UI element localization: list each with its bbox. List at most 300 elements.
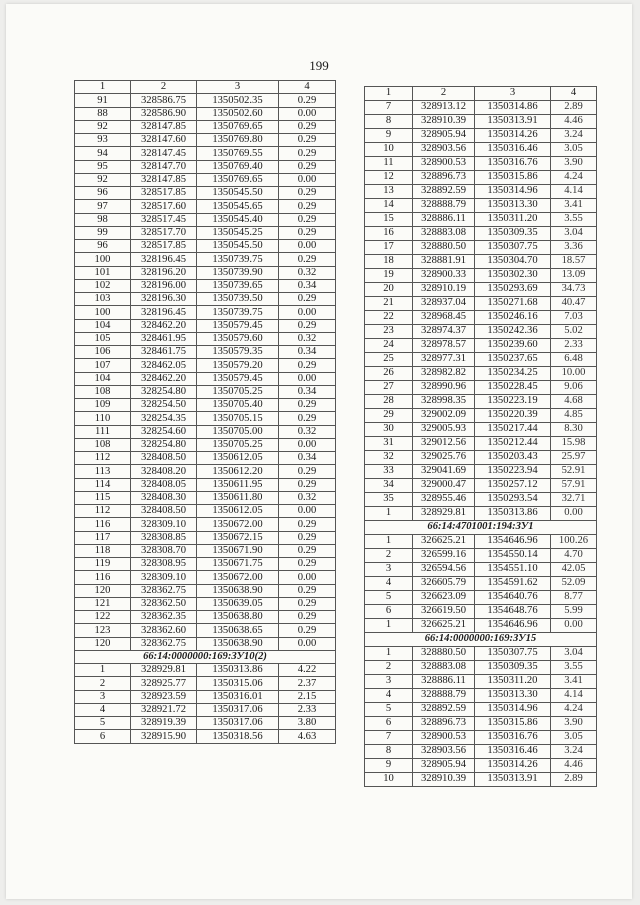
table-cell: 326605.79: [413, 577, 475, 591]
table-cell: 3.24: [551, 745, 597, 759]
table-row: [75, 319, 336, 332]
table-cell: 1350234.25: [475, 367, 551, 381]
table-row: [365, 101, 597, 115]
table-row: [75, 518, 336, 531]
table-cell: 93: [75, 134, 131, 147]
parcel-section-heading: [365, 521, 597, 535]
table-cell: 0.32: [279, 332, 336, 345]
table-cell: 328408.50: [131, 505, 197, 518]
table-cell: 328308.70: [131, 544, 197, 557]
table-cell: 1350769.40: [197, 160, 279, 173]
table-cell: 3.04: [551, 647, 597, 661]
table-cell: 328362.75: [131, 584, 197, 597]
table-cell: 1350579.60: [197, 332, 279, 345]
table-cell: 326625.21: [413, 619, 475, 633]
table-cell: 1350612.20: [197, 465, 279, 478]
table-row: [365, 367, 597, 381]
table-cell: 14: [365, 199, 413, 213]
table-cell: 1350239.60: [475, 339, 551, 353]
table-cell: 0.00: [551, 619, 597, 633]
table-row: [365, 353, 597, 367]
table-row: [365, 563, 597, 577]
table-cell: 328308.85: [131, 531, 197, 544]
table-cell: 29: [365, 409, 413, 423]
table-row: [75, 531, 336, 544]
table-cell: 3.05: [551, 143, 597, 157]
table-row: [365, 311, 597, 325]
table-cell: 5.99: [551, 605, 597, 619]
table-cell: 1350314.26: [475, 129, 551, 143]
table-row: [365, 129, 597, 143]
table-cell: 328883.08: [413, 661, 475, 675]
table-cell: 328147.85: [131, 120, 197, 133]
table-cell: 25: [365, 353, 413, 367]
table-cell: 1350220.39: [475, 409, 551, 423]
table-cell: 3.04: [551, 227, 597, 241]
table-cell: 34.73: [551, 283, 597, 297]
table-cell: 1350314.96: [475, 703, 551, 717]
table-cell: 4.22: [279, 664, 336, 677]
table-cell: 1354640.76: [475, 591, 551, 605]
table-row: [365, 115, 597, 129]
table-cell: 0.29: [279, 253, 336, 266]
table-cell: 328982.82: [413, 367, 475, 381]
table-cell: 1350316.01: [197, 690, 279, 703]
table-row: [365, 465, 597, 479]
table-cell: 10.00: [551, 367, 597, 381]
table-cell: 57.91: [551, 479, 597, 493]
table-cell: 326623.09: [413, 591, 475, 605]
table-cell: 1350612.05: [197, 452, 279, 465]
table-cell: 32: [365, 451, 413, 465]
table-row: [75, 491, 336, 504]
table-cell: 32.71: [551, 493, 597, 507]
table-cell: 1350314.96: [475, 185, 551, 199]
table-cell: 1350611.80: [197, 491, 279, 504]
table-cell: 6: [365, 605, 413, 619]
table-row: [75, 160, 336, 173]
table-row: [365, 213, 597, 227]
table-row: [75, 173, 336, 186]
table-cell: 1350313.86: [475, 507, 551, 521]
table-cell: 88: [75, 107, 131, 120]
table-cell: 1350314.26: [475, 759, 551, 773]
table-cell: 1350705.25: [197, 385, 279, 398]
table-row: [365, 773, 597, 787]
table-cell: 328196.00: [131, 279, 197, 292]
table-cell: 103: [75, 293, 131, 306]
table-row: [75, 107, 336, 120]
table-cell: 115: [75, 491, 131, 504]
table-row: [75, 664, 336, 677]
table-cell: 6: [365, 717, 413, 731]
table-body: [75, 81, 336, 744]
table-row: [75, 332, 336, 345]
table-cell: 0.29: [279, 544, 336, 557]
table-row: [75, 438, 336, 451]
table-cell: 328196.20: [131, 266, 197, 279]
table-row: [365, 381, 597, 395]
table-cell: 31: [365, 437, 413, 451]
table-cell: 4.46: [551, 115, 597, 129]
table-cell: 4: [75, 703, 131, 716]
table-row: [75, 306, 336, 319]
table-row: [75, 279, 336, 292]
coordinates-table-left: [74, 80, 336, 744]
table-cell: 1: [365, 647, 413, 661]
table-cell: 328974.37: [413, 325, 475, 339]
table-cell: 106: [75, 346, 131, 359]
table-cell: 1350579.45: [197, 319, 279, 332]
table-cell: 1350212.44: [475, 437, 551, 451]
table-cell: 20: [365, 283, 413, 297]
table-cell: 328408.50: [131, 452, 197, 465]
table-cell: 7: [365, 101, 413, 115]
table-cell: 1350769.65: [197, 173, 279, 186]
table-cell: 328923.59: [131, 690, 197, 703]
table-cell: 326625.21: [413, 535, 475, 549]
table-cell: 1350545.50: [197, 240, 279, 253]
table-cell: 5: [365, 591, 413, 605]
table-row: [365, 689, 597, 703]
table-cell: 1: [365, 535, 413, 549]
table-cell: 0.29: [279, 611, 336, 624]
table-cell: 1350502.35: [197, 94, 279, 107]
table-cell: 1350672.15: [197, 531, 279, 544]
table-cell: 104: [75, 372, 131, 385]
table-row: [365, 269, 597, 283]
table-cell: 102: [75, 279, 131, 292]
table-cell: 4.70: [551, 549, 597, 563]
table-cell: 33: [365, 465, 413, 479]
table-cell: 2.89: [551, 773, 597, 787]
table-cell: 108: [75, 385, 131, 398]
table-row: [75, 293, 336, 306]
table-cell: 120: [75, 637, 131, 650]
table-cell: 328888.79: [413, 199, 475, 213]
table-cell: 329005.93: [413, 423, 475, 437]
table-cell: 122: [75, 611, 131, 624]
table-cell: 1350638.80: [197, 611, 279, 624]
table-row: [365, 325, 597, 339]
table-row: [75, 730, 336, 743]
table-cell: 328517.85: [131, 240, 197, 253]
table-cell: 4.14: [551, 185, 597, 199]
table-cell: 328254.80: [131, 438, 197, 451]
table-row: [365, 591, 597, 605]
table-cell: 328461.95: [131, 332, 197, 345]
table-cell: 1350313.91: [475, 115, 551, 129]
table-row: [365, 535, 597, 549]
table-cell: 1350638.90: [197, 637, 279, 650]
table-cell: 1350769.65: [197, 120, 279, 133]
table-cell: 121: [75, 597, 131, 610]
table-cell: 1350705.00: [197, 425, 279, 438]
table-cell: 9: [365, 759, 413, 773]
table-cell: 0.29: [279, 120, 336, 133]
table-cell: 9: [365, 129, 413, 143]
table-row: [365, 199, 597, 213]
table-row: [365, 647, 597, 661]
table-cell: 96: [75, 240, 131, 253]
table-cell: 328462.05: [131, 359, 197, 372]
table-cell: 0.32: [279, 491, 336, 504]
table-row: [365, 171, 597, 185]
table-cell: 328147.85: [131, 173, 197, 186]
table-cell: 100: [75, 253, 131, 266]
table-cell: 1350203.43: [475, 451, 551, 465]
table-cell: 328905.94: [413, 129, 475, 143]
table-cell: 0.00: [279, 107, 336, 120]
table-cell: 328900.33: [413, 269, 475, 283]
column-header: 2: [413, 87, 475, 101]
table-cell: 97: [75, 200, 131, 213]
table-cell: 328977.31: [413, 353, 475, 367]
table-cell: 0.00: [279, 505, 336, 518]
table-cell: 1350311.20: [475, 213, 551, 227]
table-cell: 92: [75, 173, 131, 186]
table-cell: 1350315.86: [475, 717, 551, 731]
table-cell: 328408.05: [131, 478, 197, 491]
table-cell: 0.00: [551, 507, 597, 521]
table-cell: 328309.10: [131, 571, 197, 584]
table-row: [75, 505, 336, 518]
coordinates-table-right: [364, 86, 597, 787]
document-page: [6, 4, 632, 899]
table-cell: 0.29: [279, 478, 336, 491]
table-cell: 4.24: [551, 171, 597, 185]
table-cell: 4: [365, 577, 413, 591]
table-row: [75, 266, 336, 279]
table-cell: 1350638.65: [197, 624, 279, 637]
table-cell: 3.90: [551, 157, 597, 171]
table-cell: 24: [365, 339, 413, 353]
table-cell: 101: [75, 266, 131, 279]
table-cell: 0.00: [279, 372, 336, 385]
table-row: [365, 451, 597, 465]
table-cell: 328896.73: [413, 717, 475, 731]
table-cell: 11: [365, 157, 413, 171]
table-row: [75, 200, 336, 213]
table-row: [75, 597, 336, 610]
table-cell: 8.77: [551, 591, 597, 605]
table-cell: 1350545.40: [197, 213, 279, 226]
table-row: [75, 213, 336, 226]
table-cell: 0.29: [279, 319, 336, 332]
table-cell: 328362.60: [131, 624, 197, 637]
table-cell: 328517.60: [131, 200, 197, 213]
table-cell: 7: [365, 731, 413, 745]
table-cell: 328886.11: [413, 213, 475, 227]
table-cell: 22: [365, 311, 413, 325]
table-cell: 1354591.62: [475, 577, 551, 591]
table-cell: 3.55: [551, 213, 597, 227]
table-cell: 1350317.06: [197, 703, 279, 716]
table-cell: 1350672.00: [197, 518, 279, 531]
table-cell: 35: [365, 493, 413, 507]
table-cell: 1350316.76: [475, 157, 551, 171]
column-header: 2: [131, 81, 197, 94]
table-cell: 100: [75, 306, 131, 319]
table-cell: 16: [365, 227, 413, 241]
table-cell: 26: [365, 367, 413, 381]
table-cell: 4.85: [551, 409, 597, 423]
table-cell: 1350769.55: [197, 147, 279, 160]
table-cell: 328929.81: [413, 507, 475, 521]
table-cell: 328362.35: [131, 611, 197, 624]
column-header: 3: [475, 87, 551, 101]
table-cell: 329012.56: [413, 437, 475, 451]
table-cell: 326599.16: [413, 549, 475, 563]
table-cell: 8: [365, 115, 413, 129]
table-cell: 1350545.65: [197, 200, 279, 213]
table-cell: 0.29: [279, 359, 336, 372]
table-cell: 1350705.15: [197, 412, 279, 425]
table-cell: 328517.70: [131, 226, 197, 239]
table-cell: 0.29: [279, 213, 336, 226]
table-cell: 1354646.96: [475, 619, 551, 633]
table-cell: 328586.75: [131, 94, 197, 107]
table-cell: 1350315.86: [475, 171, 551, 185]
table-row: [365, 745, 597, 759]
table-cell: 2.33: [551, 339, 597, 353]
table-row: [365, 227, 597, 241]
table-row: [75, 558, 336, 571]
table-cell: 0.29: [279, 226, 336, 239]
table-row: [75, 94, 336, 107]
table-cell: 3.80: [279, 717, 336, 730]
table-cell: 1350223.94: [475, 465, 551, 479]
table-cell: 328892.59: [413, 703, 475, 717]
table-cell: 25.97: [551, 451, 597, 465]
table-cell: 0.29: [279, 94, 336, 107]
table-header-row: [75, 81, 336, 94]
table-cell: 5: [75, 717, 131, 730]
table-row: [365, 661, 597, 675]
table-cell: 328978.57: [413, 339, 475, 353]
table-cell: 52.09: [551, 577, 597, 591]
table-cell: 0.34: [279, 385, 336, 398]
table-row: [365, 437, 597, 451]
table-cell: 105: [75, 332, 131, 345]
table-cell: 7.03: [551, 311, 597, 325]
table-cell: 18: [365, 255, 413, 269]
table-cell: 108: [75, 438, 131, 451]
table-cell: 0.29: [279, 412, 336, 425]
table-cell: 3.05: [551, 731, 597, 745]
table-cell: 328903.56: [413, 143, 475, 157]
table-cell: 1350271.68: [475, 297, 551, 311]
table-row: [75, 412, 336, 425]
table-cell: 1: [75, 664, 131, 677]
table-cell: 0.29: [279, 187, 336, 200]
table-cell: 10: [365, 143, 413, 157]
table-cell: 117: [75, 531, 131, 544]
table-row: [75, 359, 336, 372]
table-cell: 1350293.54: [475, 493, 551, 507]
table-cell: 328929.81: [131, 664, 197, 677]
table-row: [365, 493, 597, 507]
table-cell: 27: [365, 381, 413, 395]
table-cell: 1350309.35: [475, 227, 551, 241]
table-cell: 326594.56: [413, 563, 475, 577]
table-cell: 2: [365, 549, 413, 563]
table-row: [365, 255, 597, 269]
table-row: [75, 571, 336, 584]
table-cell: 94: [75, 147, 131, 160]
table-row: [75, 677, 336, 690]
table-cell: 17: [365, 241, 413, 255]
table-cell: 1350638.90: [197, 584, 279, 597]
table-cell: 328900.53: [413, 157, 475, 171]
table-cell: 1350307.75: [475, 241, 551, 255]
table-row: [365, 605, 597, 619]
table-row: [75, 690, 336, 703]
table-cell: 114: [75, 478, 131, 491]
table-cell: 1350639.05: [197, 597, 279, 610]
table-row: [365, 241, 597, 255]
table-row: [365, 703, 597, 717]
table-cell: 109: [75, 399, 131, 412]
table-cell: 110: [75, 412, 131, 425]
section-label: 66:14:0000000:169:ЗУ15: [365, 633, 597, 647]
table-cell: 0.29: [279, 624, 336, 637]
table-row: [75, 624, 336, 637]
column-header: 1: [75, 81, 131, 94]
table-cell: 3: [365, 563, 413, 577]
table-cell: 0.00: [279, 571, 336, 584]
table-cell: 2.15: [279, 690, 336, 703]
table-cell: 99: [75, 226, 131, 239]
table-cell: 1350257.12: [475, 479, 551, 493]
table-cell: 0.29: [279, 597, 336, 610]
table-cell: 1350739.75: [197, 306, 279, 319]
table-cell: 1350223.19: [475, 395, 551, 409]
table-row: [365, 409, 597, 423]
table-cell: 328147.60: [131, 134, 197, 147]
table-cell: 10: [365, 773, 413, 787]
table-cell: 328362.75: [131, 637, 197, 650]
table-cell: 328910.19: [413, 283, 475, 297]
table-cell: 3: [365, 675, 413, 689]
table-cell: 328196.45: [131, 306, 197, 319]
table-cell: 328900.53: [413, 731, 475, 745]
table-row: [75, 544, 336, 557]
table-cell: 6: [75, 730, 131, 743]
table-cell: 8.30: [551, 423, 597, 437]
table-row: [365, 717, 597, 731]
table-cell: 329000.47: [413, 479, 475, 493]
table-cell: 328254.60: [131, 425, 197, 438]
table-row: [365, 549, 597, 563]
column-header: 4: [279, 81, 336, 94]
parcel-section-heading: [75, 650, 336, 663]
table-cell: 1350313.91: [475, 773, 551, 787]
table-row: [365, 423, 597, 437]
table-cell: 328892.59: [413, 185, 475, 199]
table-row: [75, 703, 336, 716]
table-body: [365, 87, 597, 787]
table-cell: 1350671.90: [197, 544, 279, 557]
table-cell: 1350545.25: [197, 226, 279, 239]
table-cell: 328147.70: [131, 160, 197, 173]
table-cell: 328254.50: [131, 399, 197, 412]
table-row: [75, 147, 336, 160]
table-cell: 9.06: [551, 381, 597, 395]
table-cell: 328998.35: [413, 395, 475, 409]
table-cell: 1350246.16: [475, 311, 551, 325]
table-cell: 4.14: [551, 689, 597, 703]
